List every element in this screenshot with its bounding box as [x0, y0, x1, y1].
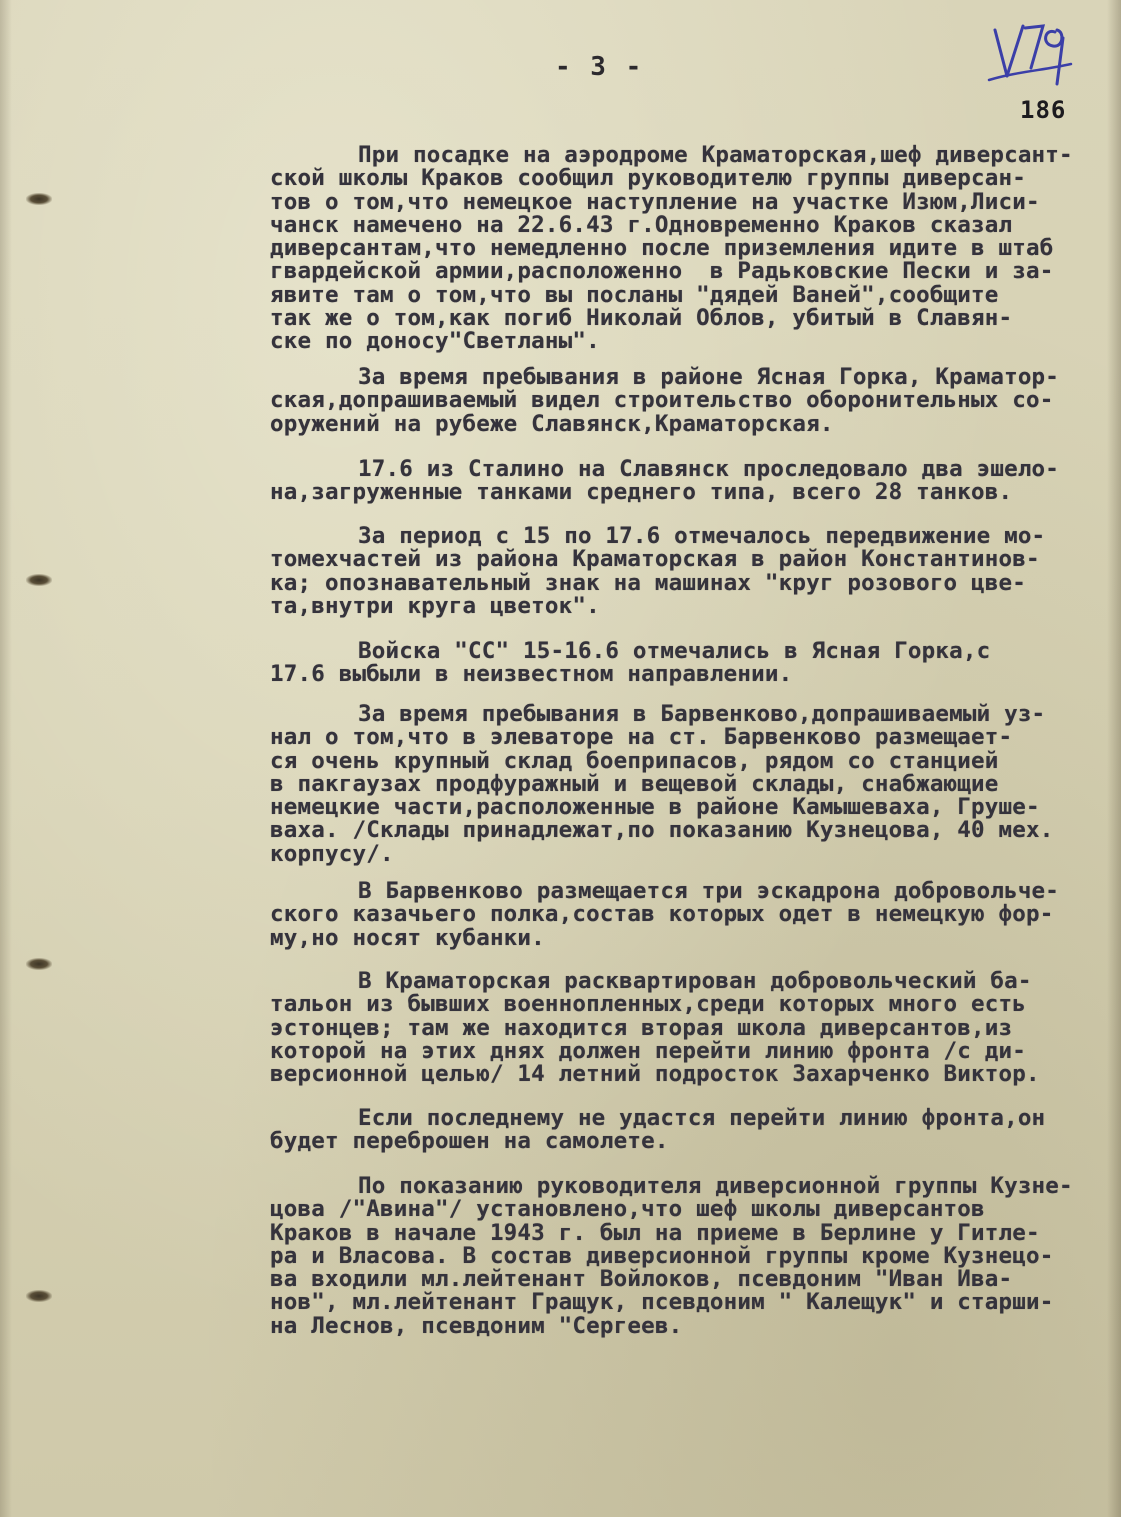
text-line: За период с 15 по 17.6 отмечалось передвижение мо- [358, 523, 1046, 549]
binding-hole [26, 958, 52, 970]
stamped-sheet-number: 186 [1020, 96, 1067, 124]
paragraph-9 [270, 1107, 1110, 1154]
binding-hole [26, 193, 52, 205]
paragraph-6 [270, 703, 1110, 866]
text-line: явите там о том,что вы посланы "дядей Ваней",сообщите [270, 281, 999, 308]
text-line: Войска "СС" 15-16.6 отмечались в Ясная Горка,с [358, 638, 991, 664]
paragraph-3 [270, 458, 1110, 505]
text-line: так же о том,как погиб Николай Облов, убитый в Славян- [270, 305, 1013, 332]
text-line: При посадке на аэродроме Краматорская,шеф диверсант- [358, 142, 1073, 168]
binding-hole [26, 1290, 52, 1302]
paragraph-4 [270, 525, 1110, 618]
binding-hole [26, 574, 52, 586]
text-line: 17.6 выбыли в неизвестном направлении. [270, 661, 793, 688]
paragraph-10 [270, 1175, 1110, 1338]
text-line: ской школы Краков сообщил руководителю группы диверсан- [270, 165, 1027, 192]
handwritten-folio-number [985, 18, 1075, 98]
text-line: диверсантам,что немедленно после приземления идите в штаб [270, 235, 1054, 262]
text-line: версионной целью/ 14 летний подросток Захарченко Виктор. [270, 1061, 1040, 1088]
paragraph-5 [270, 640, 1110, 687]
text-line: ваха. /Склады принадлежат,по показанию Кузнецова, 40 мех. [270, 817, 1054, 844]
text-line: В Краматорская расквартирован добровольческий ба- [358, 968, 1032, 994]
text-line: на,загруженные танками среднего типа, всего 28 танков. [270, 479, 1013, 506]
text-line: За время пребывания в Барвенково,допрашиваемый уз- [358, 701, 1046, 727]
text-line: му,но носят кубанки. [270, 924, 545, 951]
text-line: В Барвенково размещается три эскадрона добровольче- [358, 878, 1060, 904]
text-line: тальон из бывших военнопленных,среди которых много есть [270, 991, 1027, 1018]
paragraph-2 [270, 366, 1110, 436]
text-line: ске по доносу"Светланы". [270, 328, 600, 355]
paragraph-1 [270, 144, 1110, 354]
text-line: нал о том,что в элеваторе на ст. Барвенково размещает- [270, 724, 1013, 751]
text-line: цова /"Авина"/ установлено,что шеф школы диверсантов [270, 1196, 985, 1223]
text-line: в пакгаузах продфуражный и вещевой склады, снабжающие [270, 770, 999, 797]
page-edge-left [0, 0, 12, 1517]
text-line: на Леснов, псевдоним "Сергеев. [270, 1312, 683, 1339]
text-line: которой на этих днях должен перейти линию фронта /с ди- [270, 1037, 1027, 1064]
text-line: томехчастей из района Краматорская в район Константинов- [270, 546, 1040, 573]
text-line: немецкие части,расположенные в районе Камышеваха, Груше- [270, 794, 1040, 821]
text-line: Если последнему не удастся перейти линию фронта,он [358, 1105, 1046, 1131]
text-line: ся очень крупный склад боеприпасов, рядом со станцией [270, 747, 999, 774]
paragraph-7 [270, 880, 1110, 950]
text-line: ского казачьего полка,состав которых одет в немецкую фор- [270, 901, 1054, 928]
text-line: корпусу/. [270, 840, 394, 867]
text-line: ская,допрашиваемый видел строительство оборонительных со- [270, 387, 1054, 414]
text-line: ра и Власова. В состав диверсионной группы кроме Кузнецо- [270, 1242, 1054, 1269]
text-line: ка; опознавательный знак на машинах "круг розового цве- [270, 569, 1027, 596]
text-line: гвардейской армии,расположенно в Радьковские Пески и за- [270, 258, 1054, 285]
text-line: будет переброшен на самолете. [270, 1128, 669, 1155]
text-line: За время пребывания в районе Ясная Горка, Краматор- [358, 364, 1060, 390]
text-line: оружений на рубеже Славянск,Краматорская. [270, 410, 834, 437]
text-line: По показанию руководителя диверсионной группы Кузне- [358, 1173, 1073, 1199]
text-line: чанск намечено на 22.6.43 г.Одновременно Краков сказал [270, 211, 1013, 238]
text-line: тов о том,что немецкое наступление на участке Изюм,Лиси- [270, 188, 1040, 215]
text-line: 17.6 из Сталино на Славянск проследовало два эшело- [358, 456, 1060, 482]
text-line: ва входили мл.лейтенант Войлоков, псевдоним "Иван Ива- [270, 1266, 1013, 1293]
page-number: - 3 - [555, 52, 644, 82]
text-line: та,внутри круга цветок". [270, 592, 600, 619]
text-line: Краков в начале 1943 г. был на приеме в Берлине у Гитле- [270, 1219, 1040, 1246]
text-line: эстонцев; там же находится вторая школа диверсантов,из [270, 1014, 1013, 1041]
paragraph-8 [270, 970, 1110, 1086]
text-line: нов", мл.лейтенант Гращук, псевдоним " Калещук" и старши- [270, 1289, 1054, 1316]
